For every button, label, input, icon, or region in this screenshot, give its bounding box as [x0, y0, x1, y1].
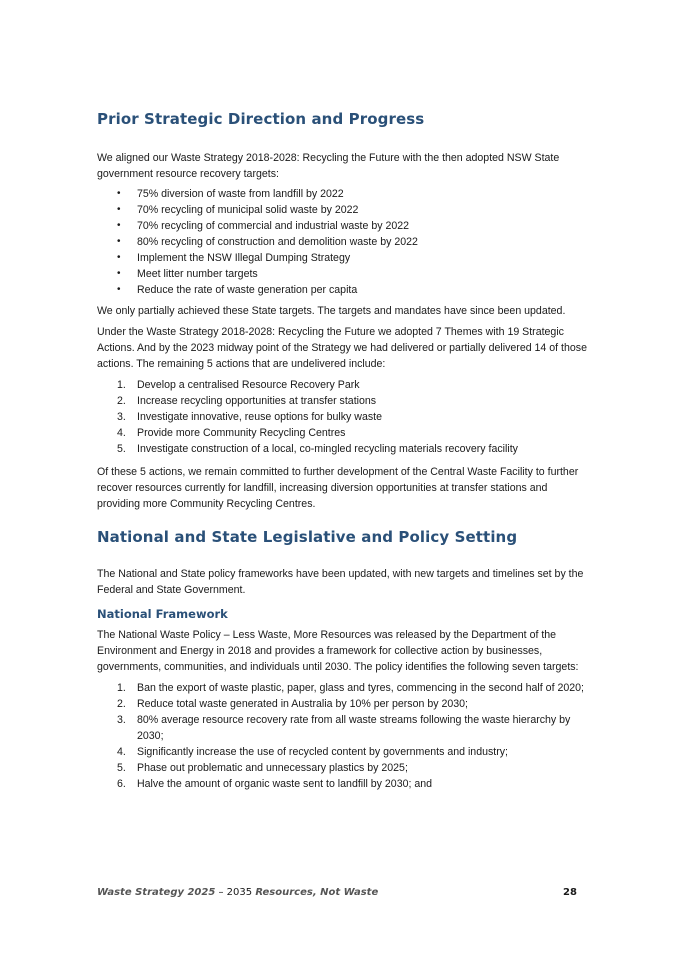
list-item: 4. Significantly increase the use of recycled content by governments and industry;: [117, 746, 508, 758]
paragraph-intro-targets: We aligned our Waste Strategy 2018-2028: Recycling the Future with the then adopted NSW State government resource recovery targets:: [97, 152, 560, 180]
footer-title: Waste Strategy 2025 – 2035 Resources, Not Waste: [97, 887, 379, 898]
undelivered-actions-list: [97, 377, 587, 457]
list-item: 4. Provide more Community Recycling Centres: [117, 427, 346, 439]
bullet-icon: •: [117, 188, 121, 199]
list-item: • 75% diversion of waste from landfill by 2022: [117, 188, 344, 200]
bullet-icon: •: [117, 204, 121, 215]
list-item: 2. Reduce total waste generated in Australia by 10% per person by 2030;: [117, 698, 468, 710]
section-heading-prior-strategic: Prior Strategic Direction and Progress: [97, 110, 425, 128]
list-item: • Implement the NSW Illegal Dumping Strategy: [117, 252, 351, 264]
list-item: 3. 80% average resource recovery rate from all waste streams following the waste hierarchy by 2030;: [117, 714, 571, 742]
page-content: [97, 110, 587, 792]
paragraph-committed: Of these 5 actions, we remain committed to further development of the Central Waste Facility to further recover resources currently for landfill, increasing diversion opportunities at transfer stations and providing more Community Recycling Centres.: [97, 466, 579, 510]
bullet-icon: •: [117, 252, 121, 263]
paragraph-frameworks: The National and State policy frameworks have been updated, with new targets and timelines set by the Federal and State Government.: [97, 568, 584, 596]
list-item: 5. Phase out problematic and unnecessary plastics by 2025;: [117, 762, 408, 774]
list-item: 1. Ban the export of waste plastic, paper, glass and tyres, commencing in the second half of 2020;: [117, 682, 584, 694]
list-item: • 70% recycling of commercial and industrial waste by 2022: [117, 220, 410, 232]
page-number: 28: [563, 887, 577, 898]
paragraph-national-policy: The National Waste Policy – Less Waste, More Resources was released by the Department of the Environment and Energy in 2018 and provides a framework for collective action by businesses, governments, communities, and individuals until 2030. The policy identifies the following seven targets:: [97, 629, 579, 673]
state-targets-list: [97, 186, 587, 298]
paragraph-partial: We only partially achieved these State targets. The targets and mandates have since been updated.: [97, 305, 566, 317]
list-item: • 80% recycling of construction and demolition waste by 2022: [117, 236, 418, 248]
list-item: 6. Halve the amount of organic waste sent to landfill by 2030; and: [117, 778, 433, 790]
list-item: • 70% recycling of municipal solid waste by 2022: [117, 204, 359, 216]
list-item: 2. Increase recycling opportunities at transfer stations: [117, 395, 377, 407]
list-item: • Meet litter number targets: [117, 268, 258, 280]
bullet-icon: •: [117, 236, 121, 247]
list-item: 3. Investigate innovative, reuse options for bulky waste: [117, 411, 382, 423]
list-item: 5. Investigate construction of a local, co-mingled recycling materials recovery facility: [117, 443, 518, 455]
bullet-icon: •: [117, 284, 121, 295]
bullet-icon: •: [117, 268, 121, 279]
subheading-national-framework: National Framework: [97, 607, 228, 621]
list-item: • Reduce the rate of waste generation per capita: [117, 284, 358, 296]
section-heading-national-state: National and State Legislative and Policy Setting: [97, 528, 518, 546]
list-item: 1. Develop a centralised Resource Recovery Park: [117, 379, 360, 391]
national-targets-list: [97, 680, 587, 792]
paragraph-themes: Under the Waste Strategy 2018-2028: Recycling the Future we adopted 7 Themes with 19 Strategic Actions. And by the 2023 midway point of the Strategy we had delivered or partially delivered 14 of those actions. The remaining 5 actions that are undelivered include:: [97, 326, 587, 370]
bullet-icon: •: [117, 220, 121, 231]
